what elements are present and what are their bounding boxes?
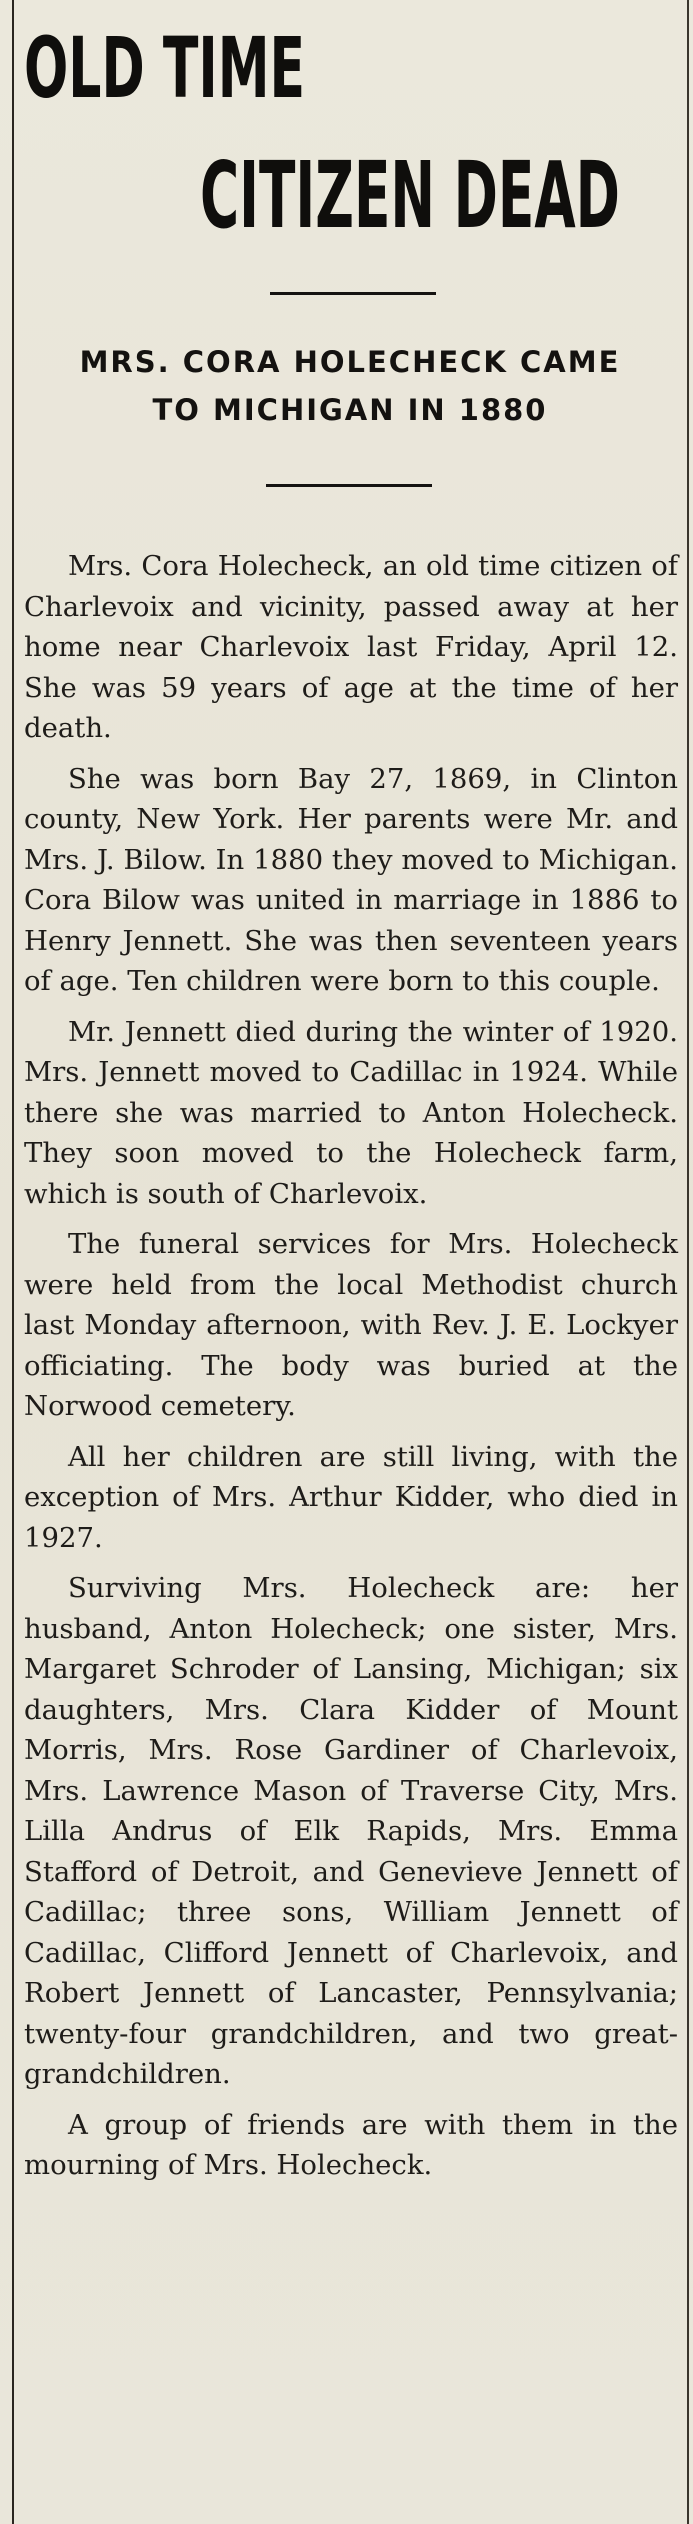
headline-line-1: OLD TIME: [24, 19, 306, 117]
paragraph-survivors: Surviving Mrs. Holecheck are: her husband, Anton Holecheck; one sister, Mrs. Margaret Schroder of Lansing, Michigan; six daughters, Mrs. Clara Kidder of Mount Morris, Mrs. Rose Gardiner of Charlevoix, Mrs. Lawrence Mason of Traverse City, Mrs. Lilla Andrus of Elk Rapids, Mrs. Emma Stafford of Detroit, and Genevieve Jennett of Cadillac; three sons, William Jennett of Cadillac, Clifford Jennett of Charlevoix, and Robert Jennett of Lancaster, Pennsylvania; twenty-four grandchildren, and two great-grandchildren.: [24, 1572, 678, 2090]
left-column-rule: [12, 0, 14, 2524]
divider-rule-top: [270, 292, 436, 295]
paragraph-obituary-intro: Mrs. Cora Holecheck, an old time citizen of Charlevoix and vicinity, passed away at her home near Charlevoix last Friday, April 12. She was 59 years of age at the time of her death.: [24, 550, 678, 744]
headline-line-2: CITIZEN DEAD: [200, 142, 620, 249]
paragraph-funeral: The funeral services for Mrs. Holecheck were held from the local Methodist church last Monday afternoon, with Rev. J. E. Lockyer officiating. The body was buried at the Norwood cemetery.: [24, 1228, 678, 1422]
paragraph-children: All her children are still living, with the exception of Mrs. Arthur Kidder, who died in 1927.: [24, 1440, 678, 1554]
paragraph-remarriage: Mr. Jennett died during the winter of 1920. Mrs. Jennett moved to Cadillac in 1924. While there she was married to Anton Holecheck. They soon moved to the Holecheck farm, which is south of Charlevoix.: [24, 1015, 678, 1210]
divider-rule-bottom: [266, 484, 432, 487]
paragraph-birth-family: She was born Bay 27, 1869, in Clinton county, New York. Her parents were Mr. and Mrs. J. Bilow. In 1880 they moved to Michigan. Cora Bilow was united in marriage in 1886 to Henry Jennett. She was then seventeen years of age. Ten children were born to this couple.: [24, 762, 678, 997]
right-column-rule: [687, 0, 689, 2524]
article-body: [24, 546, 678, 2196]
paragraph-mourning: A group of friends are with them in the mourning of Mrs. Holecheck.: [24, 2108, 678, 2181]
subheadline-line-1: MRS. CORA HOLECHECK CAME: [79, 345, 621, 379]
subheadline-line-2: TO MICHIGAN IN 1880: [152, 393, 548, 427]
